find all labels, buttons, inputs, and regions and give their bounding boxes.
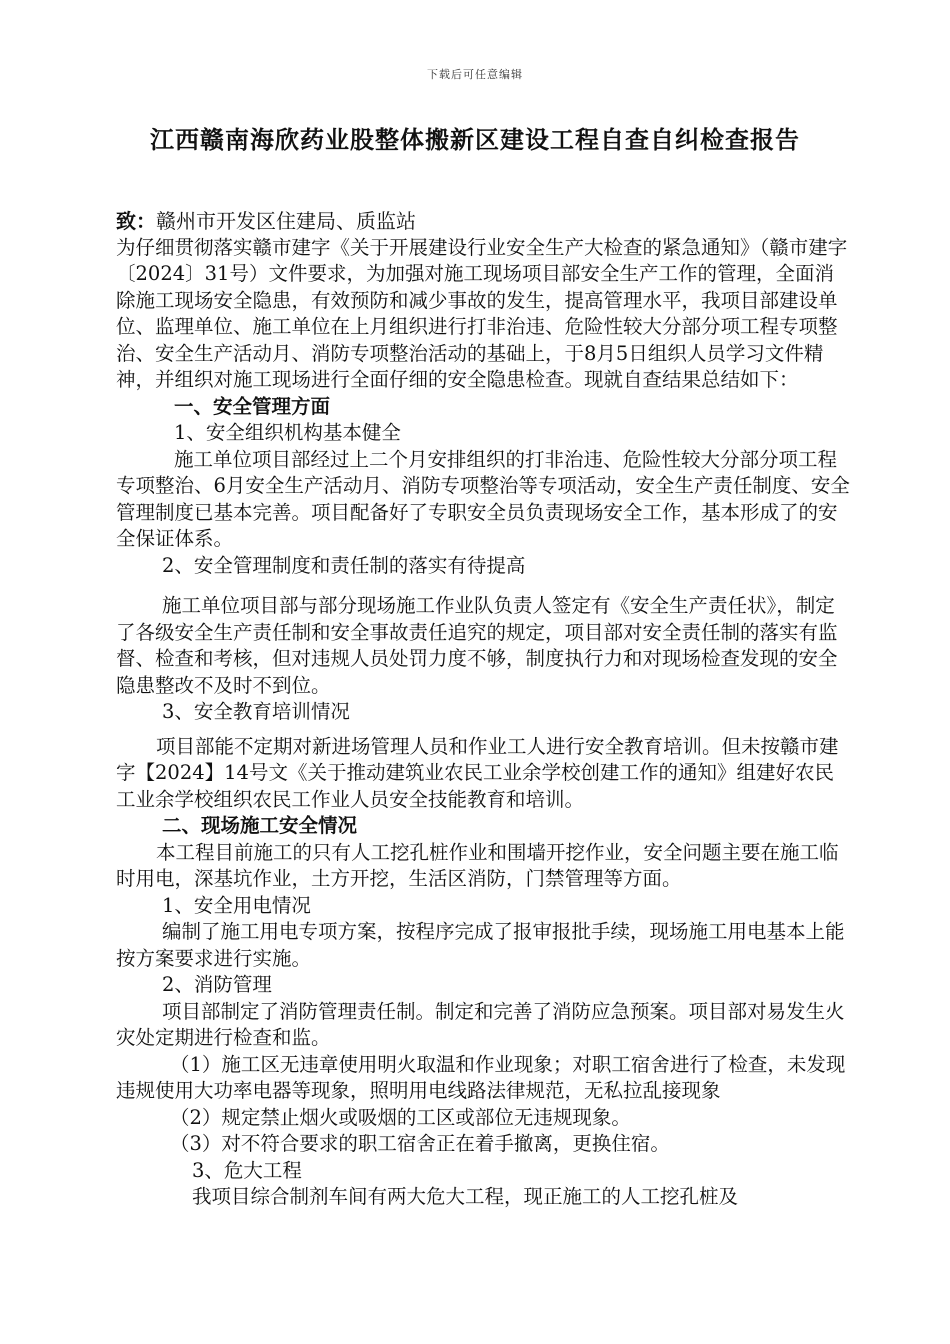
paragraph-2-2: 项目部制定了消防管理责任制。制定和完善了消防应急预案。项目部对易发生火灾处定期进行检查和监。 [116,999,845,1049]
salutation-recipient: 赣州市开发区住建局、质监站 [156,209,416,233]
paragraph-2-1: 编制了施工用电专项方案，按程序完成了报审报批手续，现场施工用电基本上能按方案要求进行实施。 [116,920,845,970]
subheading-1-1: 1、安全组织机构基本健全 [174,421,401,444]
paragraph-1-2: 施工单位项目部与部分现场施工作业队负责人签定有《安全生产责任状》，制定了各级安全生产责任制和安全事故责任追究的规定，项目部对安全责任制的落实有监督、检查和考核，但对违规人员处罚力度不够，制度执行力和对现场检查发现的安全隐患整改不及时不到位。 [116,594,838,697]
report-title: 江西赣南海欣药业股整体搬新区建设工程自查自纠检查报告 [150,126,800,154]
subheading-1-2: 2、安全管理制度和责任制的落实有待提高 [162,553,526,577]
page-header: 下载后可任意编辑 [427,68,523,81]
subheading-2-3: 3、危大工程 [192,1158,302,1182]
paragraph-2-intro: 本工程目前施工的只有人工挖孔桩作业和围墙开挖作业，安全问题主要在施工临时用电，深基坑作业，土方开挖，生活区消防，门禁管理等方面。 [116,840,839,890]
intro-paragraph: 为仔细贯彻落实赣市建字《关于开展建设行业安全生产大检查的紧急通知》（赣市建字〔2024〕31号）文件要求，为加强对施工现场项目部安全生产工作的管理，全面消除施工现场安全隐患，有效预防和减少事故的发生，提高管理水平，我项目部建设单位、监理单位、施工单位在上月组织进行打非治违、危险性较大分部分项工程专项整治、安全生产活动月、消防专项整治活动的基础上，于8月5日组织人员学习文件精神，并组织对施工现场进行全面仔细的安全隐患检查。现就自查结果总结如下： [116,235,848,391]
report-body [116,208,850,1211]
subheading-1-3: 3、安全教育培训情况 [162,700,350,723]
paragraph-1-1: 施工单位项目部经过上二个月安排组织的打非治违、危险性较大分部分项工程专项整治、6月安全生产活动月、消防专项整治等专项活动，安全生产责任制度、安全管理制度已基本完善。项目配备好了专职安全员负责现场安全工作，基本形成了的安全保证体系。 [116,447,850,550]
salutation-prefix: 致： [116,209,156,233]
section-heading-1: 一、安全管理方面 [174,394,331,418]
paragraph-2-2-3: （3）对不符合要求的职工宿舍正在着手撤离，更换住宿。 [170,1132,670,1155]
paragraph-2-2-2: （2）规定禁止烟火或吸烟的工区或部位无违规现象。 [170,1105,631,1129]
paragraph-2-3: 我项目综合制剂车间有两大危大工程，现正施工的人工挖孔桩及 [192,1185,739,1208]
paragraph-2-2-1: （1）施工区无违章使用明火取温和作业现象；对职工宿舍进行了检查，未发现违规使用大功率电器等现象，照明用电线路法律规范，无私拉乱接现象 [116,1052,846,1102]
subheading-2-1: 1、安全用电情况 [162,893,311,917]
section-heading-2: 二、现场施工安全情况 [162,814,358,837]
salutation [116,208,850,235]
subheading-2-2: 2、消防管理 [162,973,272,996]
paragraph-1-3: 项目部能不定期对新进场管理人员和作业工人进行安全教育培训。但未按赣市建字【2024】14号文《关于推动建筑业农民工业余学校创建工作的通知》组建好农民工业余学校组织农民工作业人员安全技能教育和培训。 [116,734,839,811]
